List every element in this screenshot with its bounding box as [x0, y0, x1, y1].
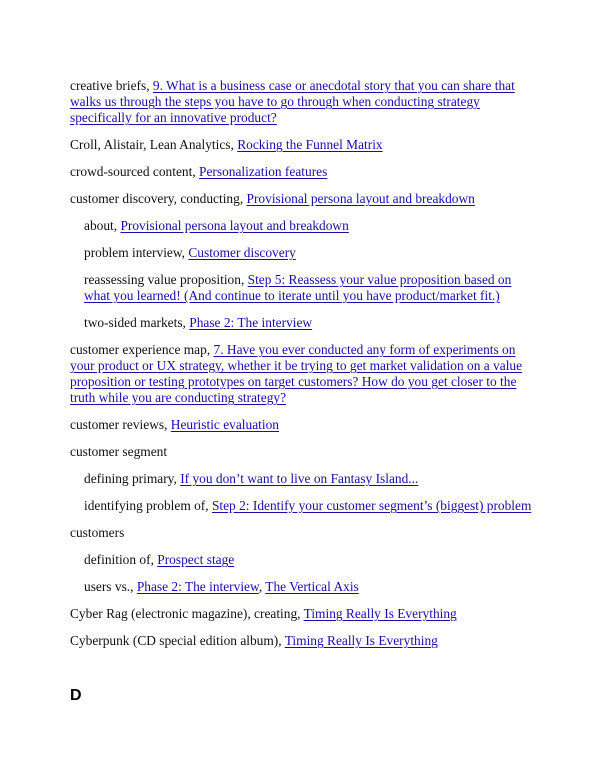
index-link[interactable]: Timing Really Is Everything [303, 606, 457, 621]
link-separator: , [258, 579, 266, 594]
index-subentry-about [84, 218, 532, 234]
index-term: identifying problem of, [84, 498, 212, 513]
index-link[interactable]: Heuristic evaluation [170, 417, 279, 432]
index-term: users vs., [84, 579, 137, 594]
index-subentry-users-vs [84, 579, 532, 595]
index-link[interactable]: Phase 2: The interview [189, 315, 313, 330]
index-entry-customer-discovery [70, 191, 532, 207]
index-link[interactable]: Step 5: Reassess your value proposition based on what you learned! (And continue to iterate until you have product/market fit.) [84, 272, 512, 303]
index-entry-creative-briefs [70, 78, 532, 126]
index-subentry-problem-interview [84, 245, 532, 261]
index-subentry-reassessing-value-proposition [84, 272, 532, 304]
index-entries [70, 78, 532, 660]
index-link[interactable]: Provisional persona layout and breakdown [246, 191, 475, 206]
index-term: about, [84, 218, 121, 233]
index-subentry-defining-primary [84, 471, 532, 487]
index-entry-customer-experience-map [70, 342, 532, 406]
index-entry-customers [70, 525, 532, 541]
index-term: Croll, Alistair, Lean Analytics, [70, 137, 238, 152]
index-subentry-two-sided-markets [84, 315, 532, 331]
section-heading-letter: D [70, 687, 82, 704]
index-entry-croll-alistair [70, 137, 532, 153]
index-link[interactable]: The Vertical Axis [265, 579, 359, 594]
index-entry-cyber-rag [70, 606, 532, 622]
index-entry-crowd-sourced-content [70, 164, 532, 180]
index-term: definition of, [84, 552, 158, 567]
index-link[interactable]: Step 2: Identify your customer segment’s (biggest) problem [211, 498, 532, 513]
index-link[interactable]: Provisional persona layout and breakdown [120, 218, 349, 233]
index-link[interactable]: Phase 2: The interview [136, 579, 259, 594]
index-entry-customer-reviews [70, 417, 532, 433]
index-link[interactable]: Personalization features [199, 164, 328, 179]
index-term: customer discovery, conducting, [70, 191, 247, 206]
index-link[interactable]: Rocking the Funnel Matrix [237, 137, 383, 152]
index-entry-customer-segment [70, 444, 532, 460]
index-link[interactable]: Timing Really Is Everything [284, 633, 438, 648]
index-link[interactable]: 9. What is a business case or anecdotal story that you can share that walks us through the steps you have to go through when conducting strategy specifically for an innovative product? [70, 78, 515, 125]
index-entry-cyberpunk [70, 633, 532, 649]
index-term: customer experience map, [70, 342, 214, 357]
index-subentry-definition-of [84, 552, 532, 568]
index-term: customers [70, 525, 125, 540]
index-term: creative briefs, [70, 78, 153, 93]
index-term: defining primary, [84, 471, 181, 486]
index-term: customer reviews, [70, 417, 171, 432]
index-link[interactable]: Prospect stage [157, 552, 235, 567]
index-link[interactable]: If you don’t want to live on Fantasy Island... [180, 471, 419, 486]
index-term: Cyberpunk (CD special edition album), [70, 633, 285, 648]
index-term: Cyber Rag (electronic magazine), creating, [70, 606, 304, 621]
index-link[interactable]: Customer discovery [188, 245, 296, 260]
index-subentry-identifying-problem [84, 498, 532, 514]
index-term: customer segment [70, 444, 168, 459]
index-link[interactable]: 7. Have you ever conducted any form of experiments on your product or UX strategy, whether it be trying to get market validation on a value proposition or testing prototypes on target customers? How do you get closer to the truth while you are conducting strategy? [70, 342, 523, 405]
index-term: two-sided markets, [84, 315, 190, 330]
index-term: problem interview, [84, 245, 189, 260]
index-term: reassessing value proposition, [84, 272, 248, 287]
index-term: crowd-sourced content, [70, 164, 200, 179]
